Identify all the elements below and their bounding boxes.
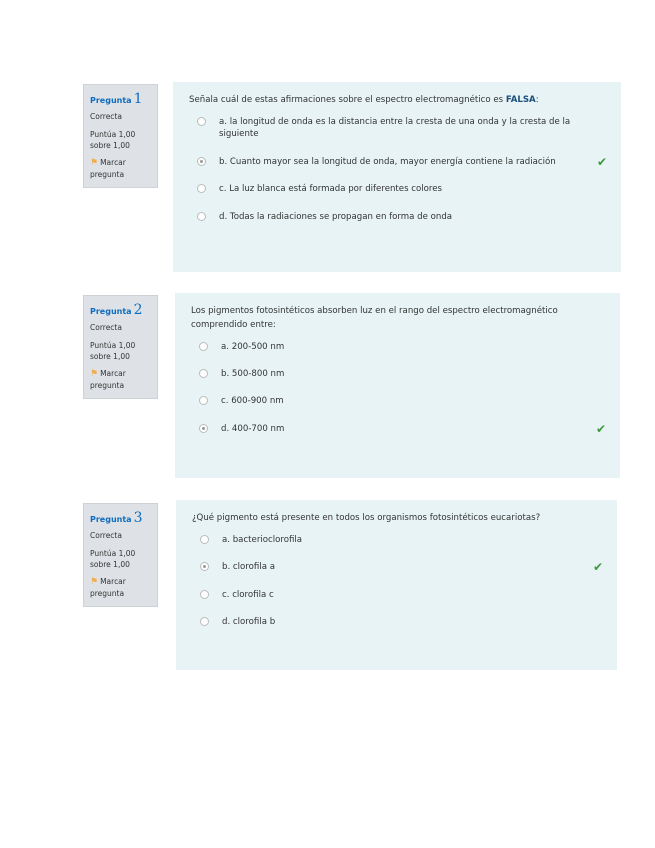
answer-option-d[interactable]: d. Todas la radiaciones se propagan en forma de onda bbox=[197, 211, 605, 223]
flag-question-link[interactable]: ⚑ Marcar pregunta bbox=[90, 577, 126, 598]
question-state: Correcta bbox=[90, 530, 122, 540]
answer-option-c[interactable]: c. La luz blanca está formada por diferentes colores bbox=[197, 183, 605, 195]
answer-option-d[interactable]: d. clorofila b bbox=[200, 616, 601, 628]
question-number: Pregunta 2 bbox=[90, 302, 143, 318]
question-info-3 bbox=[83, 503, 158, 607]
question-state: Correcta bbox=[90, 322, 122, 332]
radio-button-selected[interactable] bbox=[197, 157, 206, 166]
radio-button[interactable] bbox=[200, 590, 209, 599]
check-icon: ✔ bbox=[596, 154, 607, 169]
question-number: Pregunta 3 bbox=[90, 510, 143, 526]
check-icon: ✔ bbox=[595, 421, 606, 436]
answer-list bbox=[191, 341, 604, 436]
question-content-3 bbox=[176, 500, 617, 670]
question-grade: Puntúa 1,00 sobre 1,00 bbox=[90, 130, 136, 150]
flag-question-link[interactable]: ⚑ Marcar pregunta bbox=[90, 158, 126, 179]
answer-option-c[interactable]: c. clorofila c bbox=[200, 589, 601, 601]
question-text: Señala cuál de estas afirmaciones sobre el espectro electromagnético es FALSA: bbox=[189, 95, 539, 105]
radio-button[interactable] bbox=[197, 184, 206, 193]
flag-question-link[interactable]: ⚑ Marcar pregunta bbox=[90, 369, 126, 390]
radio-button[interactable] bbox=[199, 342, 208, 351]
radio-button[interactable] bbox=[200, 535, 209, 544]
answer-option-a[interactable]: a. bacterioclorofila bbox=[200, 534, 601, 546]
question-state: Correcta bbox=[90, 111, 122, 121]
answer-option-a[interactable]: a. 200-500 nm bbox=[199, 341, 604, 353]
radio-button[interactable] bbox=[197, 117, 206, 126]
answer-option-b[interactable]: b. clorofila a ✔ bbox=[200, 561, 601, 573]
radio-button[interactable] bbox=[200, 617, 209, 626]
radio-button[interactable] bbox=[199, 396, 208, 405]
answer-list bbox=[192, 534, 601, 629]
question-info-2 bbox=[83, 295, 158, 399]
question-info-1 bbox=[83, 84, 158, 188]
flag-icon: ⚑ bbox=[90, 158, 99, 169]
answer-option-b[interactable]: b. Cuanto mayor sea la longitud de onda, mayor energía contiene la radiación ✔ bbox=[197, 156, 605, 168]
flag-icon: ⚑ bbox=[90, 369, 99, 380]
answer-option-d[interactable]: d. 400-700 nm ✔ bbox=[199, 423, 604, 435]
radio-button-selected[interactable] bbox=[200, 562, 209, 571]
answer-option-c[interactable]: c. 600-900 nm bbox=[199, 395, 604, 407]
question-text: ¿Qué pigmento está presente en todos los organismos fotosintéticos eucariotas? bbox=[192, 513, 541, 523]
check-icon: ✔ bbox=[592, 560, 603, 575]
answer-list bbox=[189, 116, 605, 223]
radio-button[interactable] bbox=[199, 369, 208, 378]
answer-option-b[interactable]: b. 500-800 nm bbox=[199, 368, 604, 380]
question-content-2 bbox=[175, 293, 620, 478]
flag-icon: ⚑ bbox=[90, 577, 99, 588]
question-number: Pregunta 1 bbox=[90, 91, 143, 107]
question-content-1 bbox=[173, 82, 621, 272]
radio-button-selected[interactable] bbox=[199, 424, 208, 433]
question-grade: Puntúa 1,00 sobre 1,00 bbox=[90, 341, 136, 361]
question-grade: Puntúa 1,00 sobre 1,00 bbox=[90, 549, 136, 569]
answer-option-a[interactable]: a. la longitud de onda es la distancia entre la cresta de una onda y la cresta de la siguiente bbox=[197, 116, 605, 141]
radio-button[interactable] bbox=[197, 212, 206, 221]
question-text: Los pigmentos fotosintéticos absorben luz en el rango del espectro electromagnético comprendido entre: bbox=[191, 306, 558, 330]
